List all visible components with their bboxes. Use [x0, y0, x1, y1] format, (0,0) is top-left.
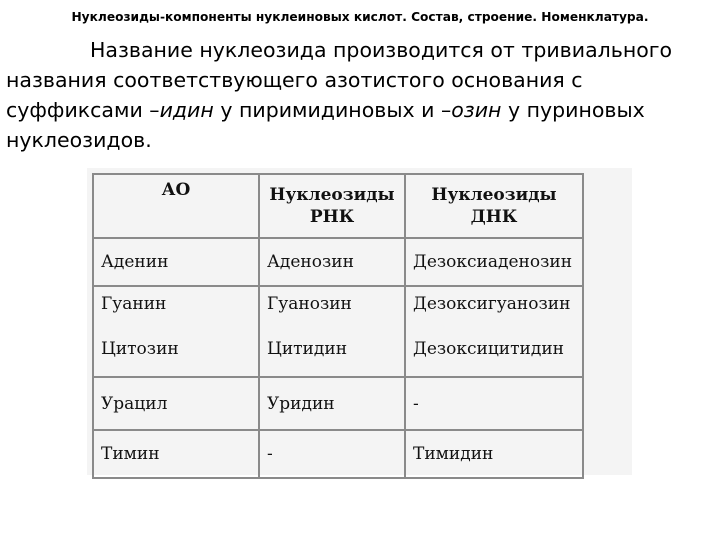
- cell-base: Гуанин: [93, 286, 259, 321]
- cell-rna: -: [259, 430, 405, 478]
- cell-base: Урацил: [93, 377, 259, 430]
- paragraph-line-1: Название нуклеозида производится от тривиального: [90, 38, 673, 62]
- header-dna-line2: ДНК: [470, 207, 518, 227]
- cell-dna: Дезоксицитидин: [405, 321, 583, 377]
- paragraph-line-4: нуклеозидов.: [6, 128, 152, 152]
- cell-rna: Уридин: [259, 377, 405, 430]
- cell-base: Аденин: [93, 238, 259, 286]
- table-row: [93, 238, 583, 286]
- cell-base: Цитозин: [93, 321, 259, 377]
- table-row: [93, 377, 583, 430]
- table-row: [93, 321, 583, 377]
- header-base: АО: [93, 174, 259, 238]
- table-row: [93, 286, 583, 321]
- table-row: [93, 430, 583, 478]
- slide-title: Нуклеозиды-компоненты нуклеиновых кислот. Состав, строение. Номенклатура.: [71, 10, 649, 24]
- cell-rna: Цитидин: [259, 321, 405, 377]
- cell-base: Тимин: [93, 430, 259, 478]
- suffix-idin: идин: [159, 98, 214, 122]
- cell-dna: -: [405, 377, 583, 430]
- cell-dna: Дезоксигуанозин: [405, 286, 583, 321]
- table-header-row: [93, 174, 583, 238]
- header-rna: [259, 174, 405, 238]
- suffix-text-c: у пиримидиновых и –: [213, 98, 452, 122]
- nucleoside-table: [92, 173, 584, 479]
- cell-rna: Гуанозин: [259, 286, 405, 321]
- paragraph-line-3: [6, 95, 718, 125]
- suffix-text-a: суффиксами –: [6, 98, 160, 122]
- cell-dna: Тимидин: [405, 430, 583, 478]
- header-dna: [405, 174, 583, 238]
- intro-paragraph: [6, 35, 718, 155]
- paragraph-line-2: названия соответствующего азотистого основания с: [6, 68, 583, 92]
- header-rna-line2: РНК: [309, 207, 355, 227]
- cell-dna: Дезоксиаденозин: [405, 238, 583, 286]
- suffix-ozin: озин: [451, 98, 502, 122]
- suffix-text-e: у пуриновых: [501, 98, 645, 122]
- header-dna-line1: Нуклеозиды: [431, 185, 557, 205]
- header-rna-line1: Нуклеозиды: [269, 185, 395, 205]
- cell-rna: Аденозин: [259, 238, 405, 286]
